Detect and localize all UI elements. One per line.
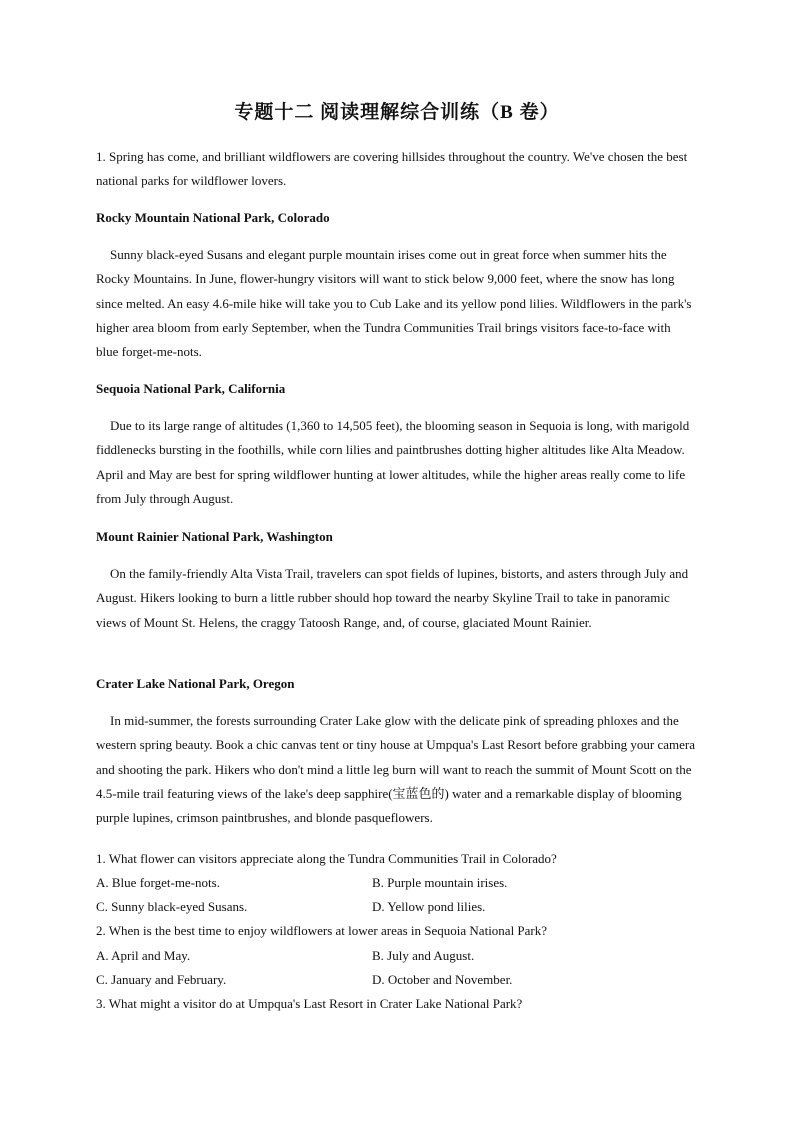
option-d: D. Yellow pond lilies.	[372, 899, 486, 914]
section-heading: Crater Lake National Park, Oregon	[96, 676, 295, 691]
option-b: B. Purple mountain irises.	[372, 875, 508, 890]
option-a: A. Blue forget-me-nots.	[96, 875, 220, 890]
section-body: On the family-friendly Alta Vista Trail, travelers can spot fields of lupines, bistorts, and asters through July and August. Hikers looking to burn a little rubber should hop toward the nearby Skyline Trail to take in panoramic views of Mount St. Helens, the craggy Tatoosh Range, and, of course, glaciated Mount Rainier.	[96, 566, 689, 630]
question-stem: 1. What flower can visitors appreciate along the Tundra Communities Trail in Colorado?	[96, 851, 557, 866]
page-title: 专题十二 阅读理解综合训练（B 卷）	[234, 102, 560, 123]
section-heading: Sequoia National Park, California	[96, 381, 286, 396]
option-c: C. Sunny black-eyed Susans.	[96, 899, 248, 914]
intro-paragraph: 1. Spring has come, and brilliant wildflowers are covering hillsides throughout the country. We've chosen the best national parks for wildflower lovers.	[96, 149, 688, 189]
option-a: A. April and May.	[96, 948, 191, 963]
section-body: In mid-summer, the forests surrounding Crater Lake glow with the delicate pink of spreading phloxes and the western spring beauty. Book a chic canvas tent or tiny house at Umpqua's Last Resort before grabbing your camera and shooting the park. Hikers who don't mind a little leg burn will want to reach the summit of Mount Scott on the 4.5-mile trail featuring views of the lake's deep sapphire(宝蓝色的) water and a remarkable display of blooming purple lupines, crimson paintbrushes, and blonde pasqueflowers.	[96, 713, 695, 826]
question-stem: 3. What might a visitor do at Umpqua's Last Resort in Crater Lake National Park?	[96, 996, 523, 1011]
option-d: D. October and November.	[372, 972, 513, 987]
section-body: Due to its large range of altitudes (1,360 to 14,505 feet), the blooming season in Sequoia is long, with marigold fiddlenecks bursting in the foothills, while corn lilies and paintbrushes dotting higher altitudes like Alta Meadow. April and May are best for spring wildflower hunting at lower altitudes, while the higher areas really come to life from July through August.	[96, 418, 690, 506]
section-heading: Rocky Mountain National Park, Colorado	[96, 210, 330, 225]
option-b: B. July and August.	[372, 948, 475, 963]
option-c: C. January and February.	[96, 972, 227, 987]
section-heading: Mount Rainier National Park, Washington	[96, 529, 333, 544]
question-stem: 2. When is the best time to enjoy wildflowers at lower areas in Sequoia National Park?	[96, 923, 548, 938]
section-body: Sunny black-eyed Susans and elegant purple mountain irises come out in great force when summer hits the Rocky Mountains. In June, flower-hungry visitors will want to stick below 9,000 feet, where the snow has long since melted. An easy 4.6-mile hike will take you to Cub Lake and its yellow pond lilies. Wildflowers in the park's higher area bloom from early September, when the Tundra Communities Trail brings visitors face-to-face with blue forget-me-nots.	[96, 247, 692, 360]
